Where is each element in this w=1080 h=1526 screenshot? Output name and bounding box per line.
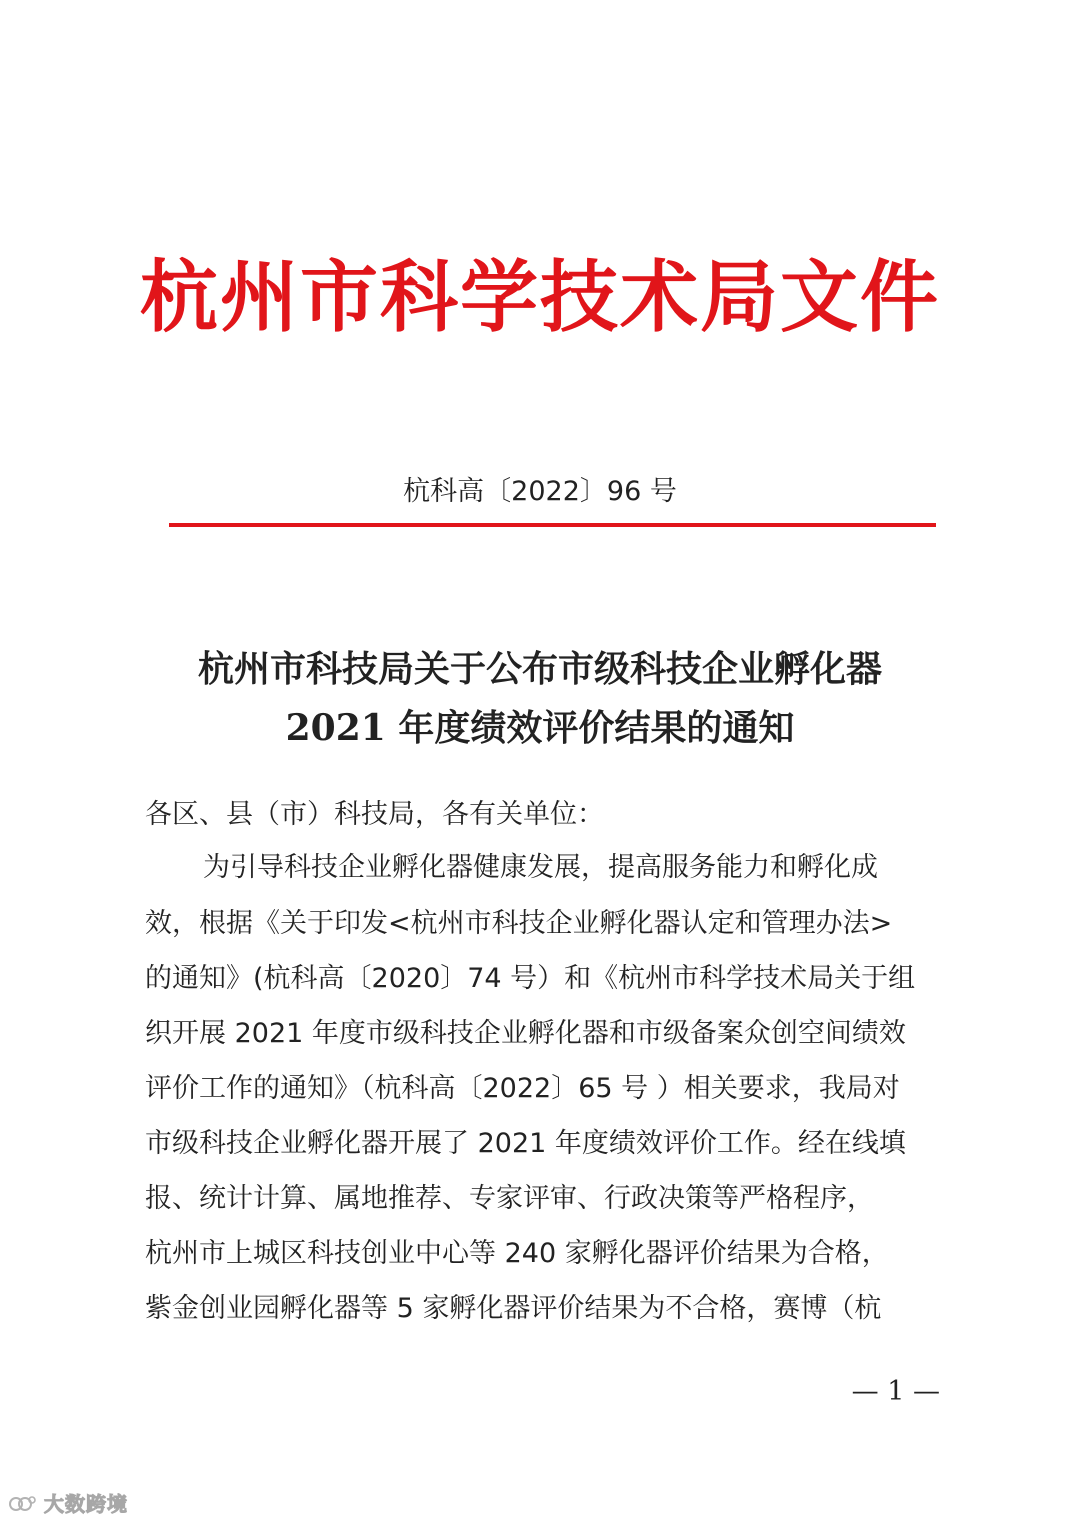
red-divider (169, 523, 936, 527)
document-number: 杭科高〔2022〕96 号 (403, 476, 677, 507)
masthead-title: 杭州市科学技术局文件 (139, 252, 940, 343)
watermark (8, 1490, 128, 1518)
salutation: 各区、县（市）科技局，各有关单位： (145, 799, 604, 830)
watermark-text: 大数跨境 (44, 1492, 128, 1516)
body-line: 紫金创业园孵化器等 5 家孵化器评价结果为不合格，赛博（杭 (145, 1293, 882, 1324)
body-line: 评价工作的通知》（杭科高〔2022〕65 号 ）相关要求，我局对 (145, 1073, 900, 1104)
body-line: 杭州市上城区科技创业中心等 240 家孵化器评价结果为合格， (145, 1238, 889, 1269)
body-line: 报、统计计算、属地推荐、专家评审、行政决策等严格程序， (145, 1183, 874, 1214)
body-line: 为引导科技企业孵化器健康发展，提高服务能力和孵化成 (203, 852, 878, 883)
body-line: 效，根据《关于印发<杭州市科技企业孵化器认定和管理办法> (145, 908, 893, 939)
notice-title-line-1: 杭州市科技局关于公布市级科技企业孵化器 (197, 648, 882, 690)
brand-logo-icon (8, 1492, 38, 1516)
body-line: 的通知》(杭科高〔2020〕74 号）和《杭州市科学技术局关于组 (145, 963, 916, 994)
body-line: 织开展 2021 年度市级科技企业孵化器和市级备案众创空间绩效 (145, 1018, 906, 1049)
notice-title-line-2: 2021 年度绩效评价结果的通知 (285, 707, 795, 749)
body-line: 市级科技企业孵化器开展了 2021 年度绩效评价工作。经在线填 (145, 1128, 906, 1159)
page-number: — 1 — (851, 1376, 940, 1407)
